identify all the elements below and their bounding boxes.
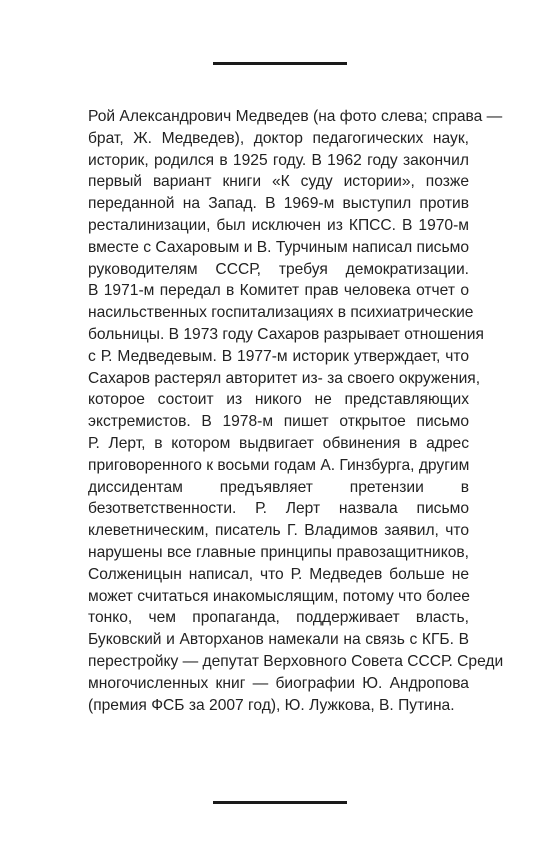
paragraph-line: руководителям СССР, требуя демократизации. [88,260,469,278]
paragraph-line: Рой Александрович Медведев (на фото слева; справа — [88,108,503,125]
paragraph-line: нарушены все главные принципы правозащитников, [88,543,469,561]
paragraph-line: диссидентам предъявляет претензии в [88,478,469,496]
paragraph-line: первый вариант книги «К суду истории», позже [88,173,469,191]
bottom-divider [213,801,347,804]
paragraph-line: вместе с Сахаровым и В. Турчиным написал письмо [88,238,469,256]
paragraph-line: Буковский и Авторханов намекали на связь с КГБ. В [88,631,469,649]
paragraph-line: (премия ФСБ за 2007 год), Ю. Лужкова, В. Путина. [88,696,455,714]
paragraph-line: перестройку — депутат Верховного Совета СССР. Среди [88,652,504,670]
paragraph-line: многочисленных книг — биографии Ю. Андропова [88,674,469,692]
paragraph-line: Сахаров растерял авторитет из- за своего окружения, [88,369,481,387]
biography-paragraph [88,106,504,716]
paragraph-line: безответственности. Р. Лерт назвала письмо [88,500,469,518]
paragraph-line: ресталинизации, был исключен из КПСС. В 1970-м [88,216,469,234]
paragraph-line: брат, Ж. Медведев), доктор педагогических наук, [88,129,469,147]
paragraph-line: экстремистов. В 1978-м пишет открытое письмо [88,413,469,431]
paragraph-line: переданной на Запад. В 1969-м выступил против [88,195,469,213]
paragraph-line: В 1971-м передал в Комитет прав человека отчет о [88,282,469,300]
paragraph-line: насильственных госпитализациях в психиатрические [88,304,474,322]
paragraph-line: с Р. Медведевым. В 1977-м историк утверждает, что [88,347,469,365]
paragraph-line: историк, родился в 1925 году. В 1962 году закончил [88,151,469,169]
paragraph-line: Солженицын написал, что Р. Медведев больше не [88,565,469,583]
paragraph-line: клеветническим, писатель Г. Владимов заявил, что [88,522,469,540]
paragraph-line: приговоренного к восьми годам А. Гинзбурга, другим [88,456,470,474]
paragraph-line: больницы. В 1973 году Сахаров разрывает отношения [88,325,484,343]
paragraph-line: которое состоит из никого не представляющих [88,391,469,409]
paragraph-line: тонко, чем пропаганда, поддерживает власть, [88,609,469,627]
top-divider [213,62,347,65]
paragraph-line: может считаться инакомыслящим, потому что более [88,587,470,605]
paragraph-line: Р. Лерт, в котором выдвигает обвинения в адрес [88,434,469,452]
